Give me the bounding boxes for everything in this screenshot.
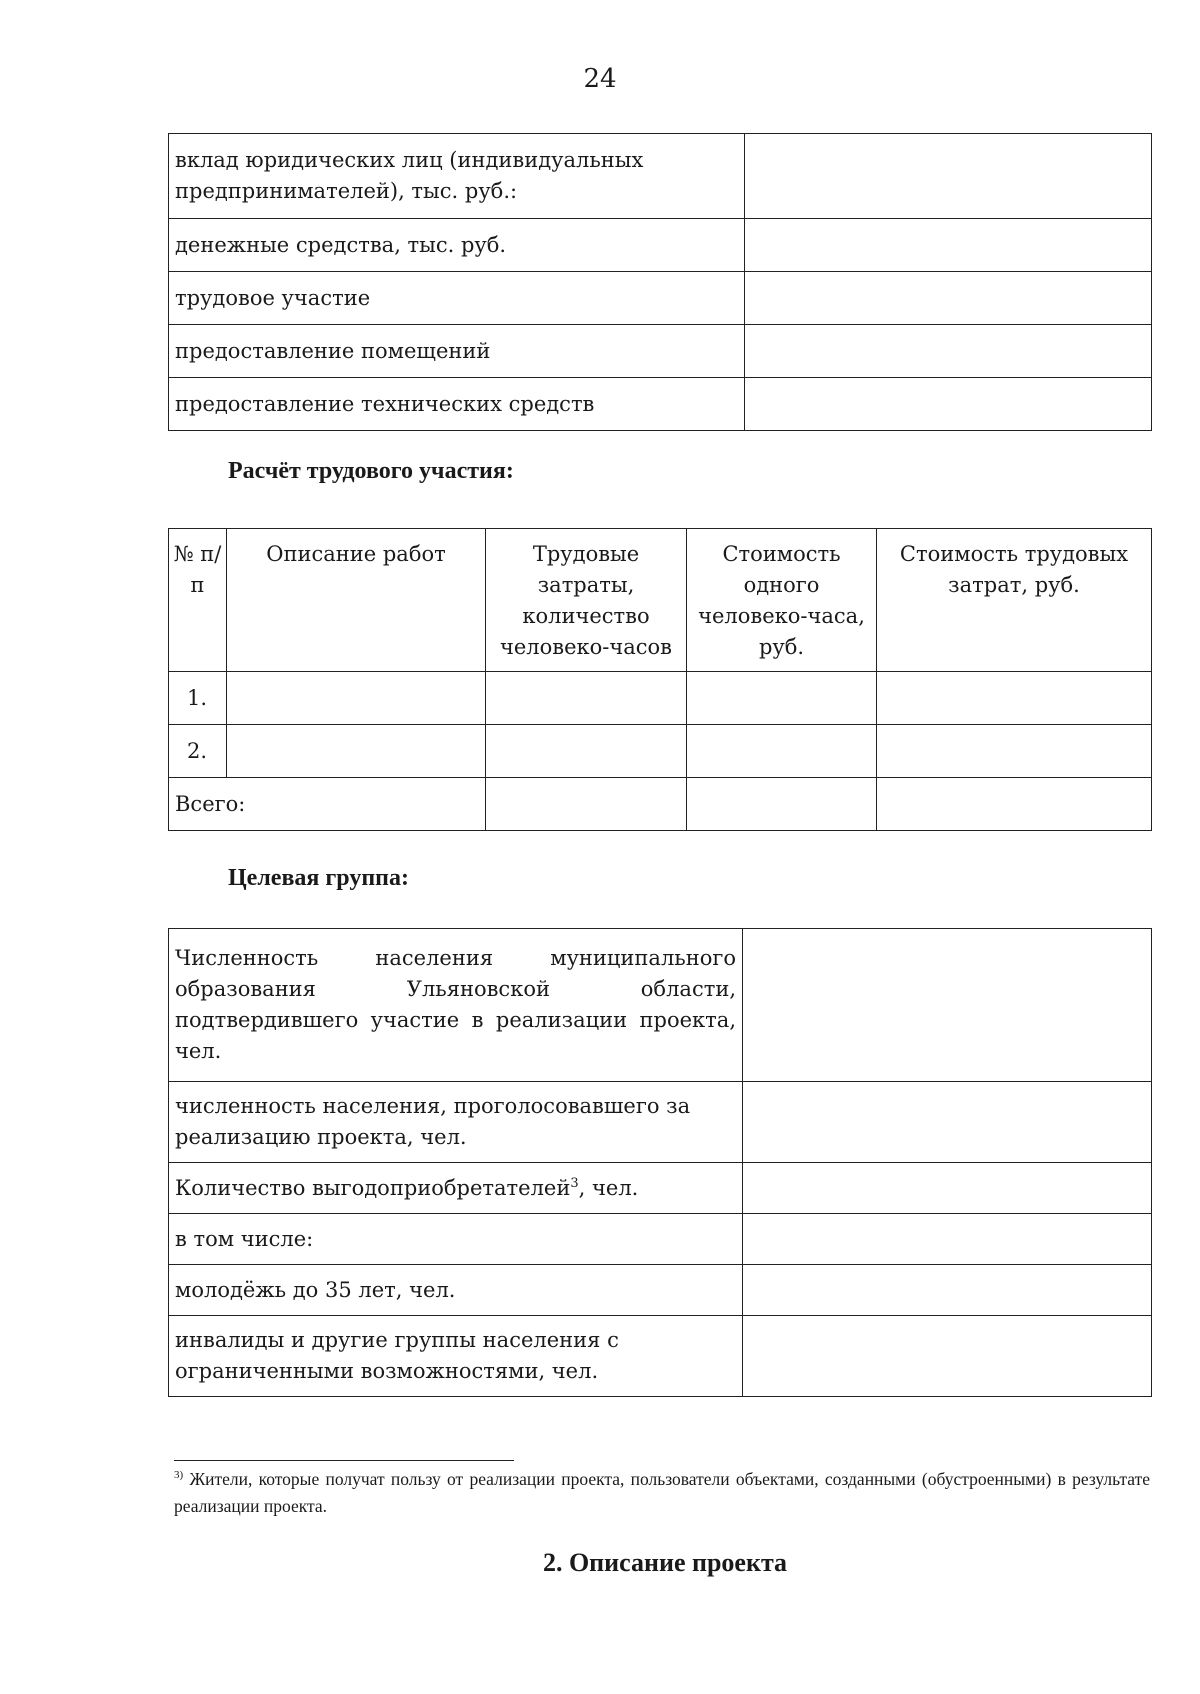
population-confirmed-label: Численность населения муниципального образования Ульяновской области, подтвердившего участие в реализации проекта, чел.: [169, 929, 743, 1082]
table-row: [169, 1163, 1152, 1214]
col-header-number: № п/п: [169, 529, 227, 672]
cell: [227, 672, 486, 725]
contribution-value: [745, 134, 1152, 219]
table-row: [169, 325, 1152, 378]
beneficiaries-text: Количество выгодоприобретателей: [175, 1175, 571, 1200]
including-label: в том числе:: [169, 1214, 743, 1265]
col-header-labor-hours: Трудовые затраты, количество человеко-часов: [486, 529, 687, 672]
contribution-value: [745, 219, 1152, 272]
table-row: [169, 272, 1152, 325]
footnote-divider: [174, 1460, 514, 1461]
contribution-label: вклад юридических лиц (индивидуальных предпринимателей), тыс. руб.:: [169, 134, 745, 219]
row-number: 2.: [169, 725, 227, 778]
contribution-label: денежные средства, тыс. руб.: [169, 219, 745, 272]
cell: [486, 672, 687, 725]
table-row: [169, 378, 1152, 431]
contribution-value: [745, 325, 1152, 378]
footnote: [174, 1466, 1150, 1520]
footnote-marker: 3): [174, 1469, 184, 1482]
table-row: [169, 672, 1152, 725]
contribution-label: предоставление помещений: [169, 325, 745, 378]
beneficiaries-label: [169, 1163, 743, 1214]
table-row: [169, 725, 1152, 778]
youth-label: молодёжь до 35 лет, чел.: [169, 1265, 743, 1316]
cell: [743, 1214, 1152, 1265]
cell: [877, 725, 1152, 778]
footnote-reference: 3: [570, 1175, 579, 1191]
table-row: [169, 929, 1152, 1082]
cell: [743, 929, 1152, 1082]
cell: [877, 672, 1152, 725]
contribution-value: [745, 272, 1152, 325]
cell: [486, 725, 687, 778]
col-header-total-cost: Стоимость трудовых затрат, руб.: [877, 529, 1152, 672]
table-row: [169, 1265, 1152, 1316]
page-number: 24: [583, 64, 617, 94]
labor-calc-table: [168, 528, 1152, 831]
cell: [486, 778, 687, 831]
col-header-work-description: Описание работ: [227, 529, 486, 672]
contribution-value: [745, 378, 1152, 431]
table-header-row: [169, 529, 1152, 672]
table-row: [169, 1214, 1152, 1265]
cell: [877, 778, 1152, 831]
total-row: [169, 778, 1152, 831]
population-voted-label: численность населения, проголосовавшего за реализацию проекта, чел.: [169, 1082, 743, 1163]
section-title: 2. Описание проекта: [542, 1548, 788, 1577]
cell: [743, 1163, 1152, 1214]
contribution-label: предоставление технических средств: [169, 378, 745, 431]
row-number: 1.: [169, 672, 227, 725]
cell: [743, 1082, 1152, 1163]
total-label: Всего:: [169, 778, 486, 831]
cell: [687, 672, 877, 725]
footnote-text: Жители, которые получат пользу от реализации проекта, пользователи объектами, созданными (обустроенными) в результате реализации проекта.: [174, 1469, 1150, 1516]
disabled-label: инвалиды и другие группы населения с ограниченными возможностями, чел.: [169, 1316, 743, 1397]
table-row: [169, 1082, 1152, 1163]
cell: [687, 778, 877, 831]
cell: [743, 1265, 1152, 1316]
labor-calc-heading: Расчёт трудового участия:: [228, 458, 514, 484]
cell: [743, 1316, 1152, 1397]
cell: [687, 725, 877, 778]
table-row: [169, 219, 1152, 272]
cell: [227, 725, 486, 778]
table-row: [169, 134, 1152, 219]
col-header-hour-cost: Стоимость одного человеко-часа, руб.: [687, 529, 877, 672]
target-group-table: [168, 928, 1152, 1397]
contribution-label: трудовое участие: [169, 272, 745, 325]
table-row: [169, 1316, 1152, 1397]
beneficiaries-suffix: , чел.: [578, 1175, 639, 1200]
contribution-table: [168, 133, 1152, 431]
target-group-heading: Целевая группа:: [228, 865, 409, 891]
